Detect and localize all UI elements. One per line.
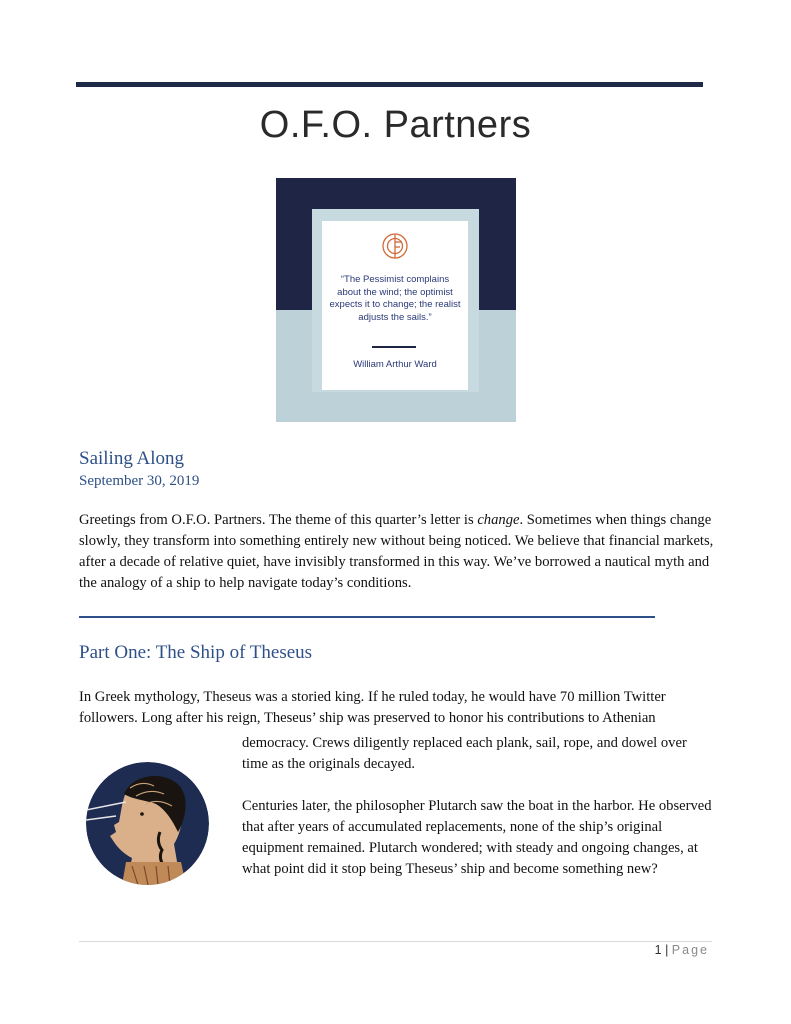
page-title: O.F.O. Partners xyxy=(259,104,532,146)
part-one-para1-text: In Greek mythology, Theseus was a storied king. If he ruled today, he would have 70 million Twitter followers. Long after his reign, Theseus’ ship was preserved to honor his contributions to Athenian xyxy=(79,689,666,726)
part-one-paragraph-1 xyxy=(79,687,719,729)
section-heading-sailing-along: Sailing Along xyxy=(79,448,185,469)
quote-text: “The Pessimist complains about the wind; the optimist expects it to change; the realist adjusts the sails.” xyxy=(329,274,461,323)
intro-text-start: Greetings from O.F.O. Partners. The theme of this quarter’s letter is xyxy=(79,512,478,528)
section-heading-part-one: Part One: The Ship of Theseus xyxy=(79,642,313,663)
part-one-paragraph-2 xyxy=(242,796,712,880)
intro-paragraph xyxy=(79,510,719,594)
quote-divider xyxy=(372,346,416,348)
section-divider xyxy=(79,616,655,618)
intro-emphasis: change xyxy=(477,512,520,528)
ofo-monogram-icon xyxy=(381,232,409,260)
quote-card xyxy=(276,178,516,422)
greek-profile-portrait-icon xyxy=(86,762,209,885)
intro-text-end: . Sometimes when things change slowly, they transform into something entirely new without being noticed. We believe that financial markets, after a decade of relative quiet, have invisibly transformed in this way. We’ve borrowed a nautical myth and the analogy of a ship to help navigate today’s conditions. xyxy=(79,512,714,591)
part-one-para1-cont-text: democracy. Crews diligently replaced each plank, sail, rope, and dowel over time as the originals decayed. xyxy=(242,735,687,772)
quote-panel xyxy=(322,221,468,390)
header-rule xyxy=(76,82,703,87)
footer-rule xyxy=(79,941,712,942)
letter-date: September 30, 2019 xyxy=(79,473,200,489)
page-footer xyxy=(655,943,709,957)
quote-author: William Arthur Ward xyxy=(353,359,437,370)
part-one-para2-text: Centuries later, the philosopher Plutarch saw the boat in the harbor. He observed that after years of accumulated replacements, none of the ship’s original equipment remained. Plutarch wondered; with steady and ongoing changes, at what point did it stop being Theseus’ ship and become something new? xyxy=(242,798,712,877)
part-one-paragraph-1-continued xyxy=(242,733,712,775)
page-label: Page xyxy=(671,943,709,957)
page-separator: | xyxy=(661,943,672,957)
page-number: 1 xyxy=(654,943,662,957)
